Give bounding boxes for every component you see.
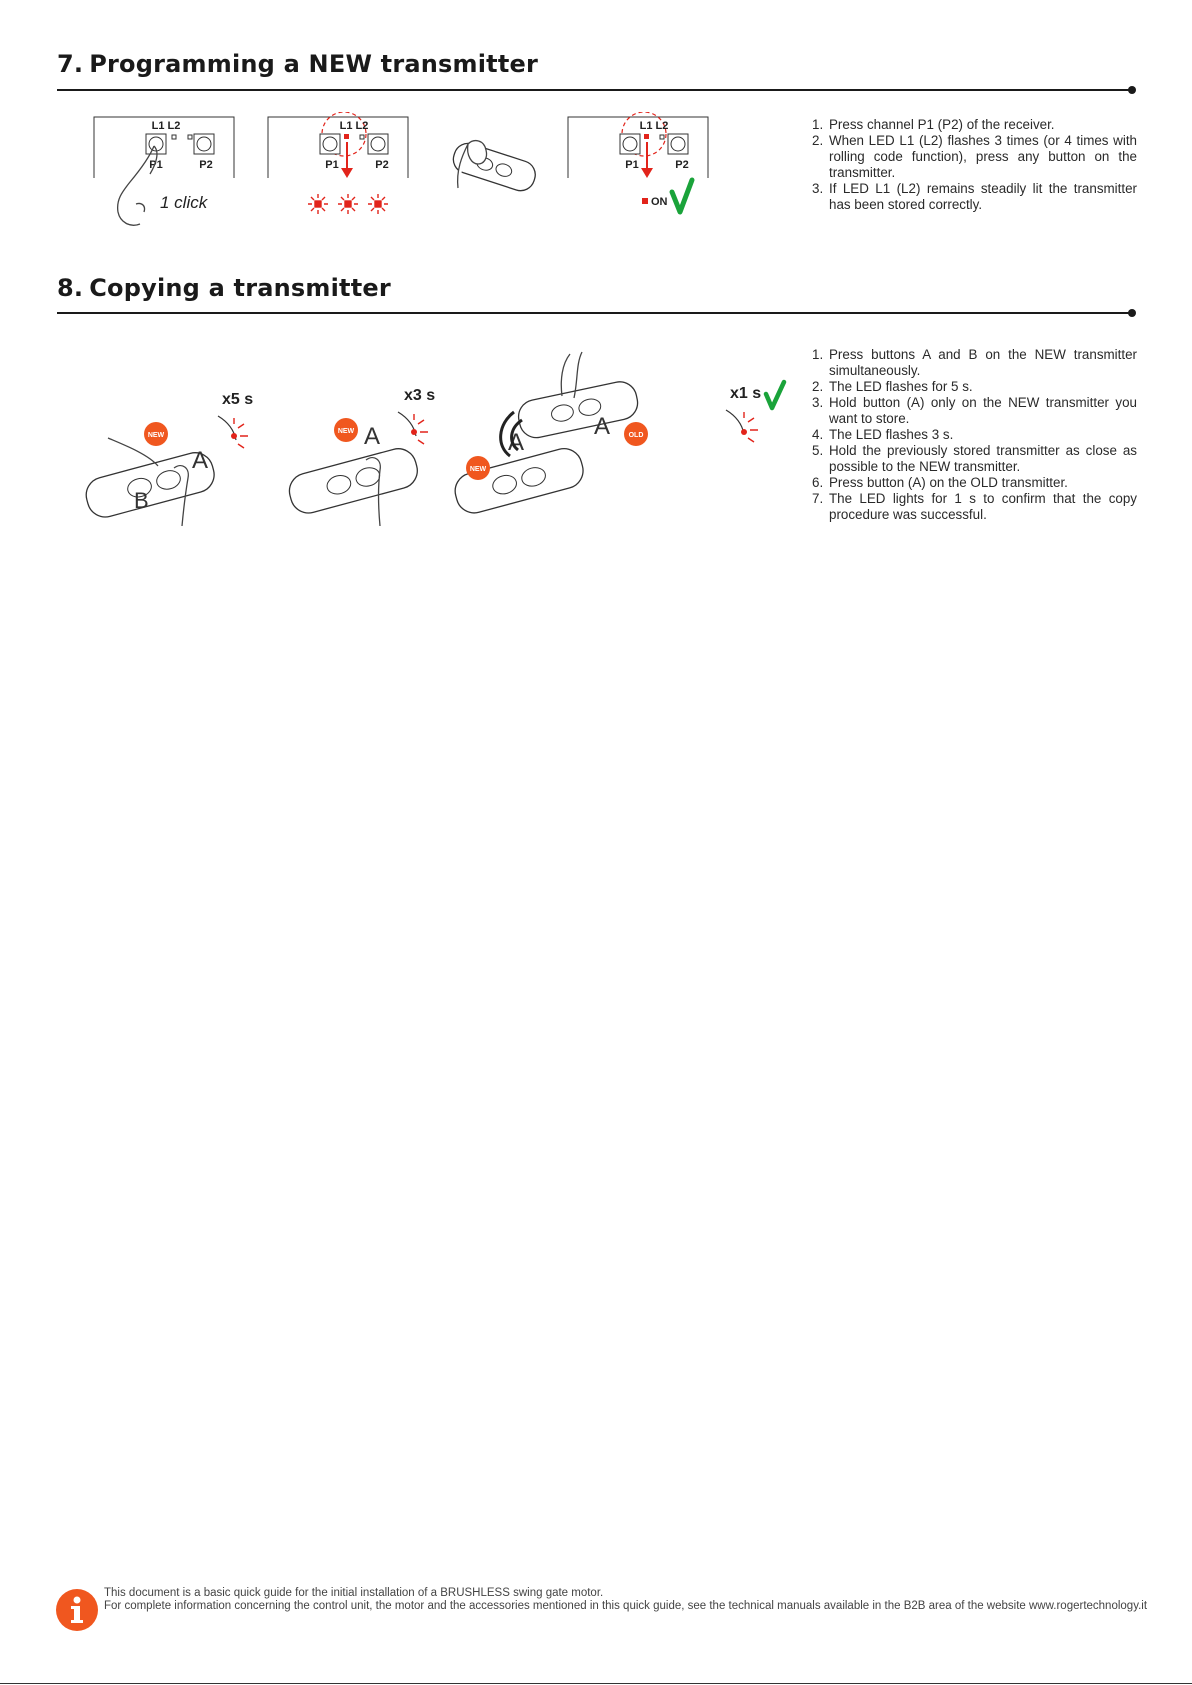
svg-text:NEW: NEW [337, 428, 355, 435]
step-item: 2. When LED L1 (L2) flashes 3 times (or 4 times with rolling code function), press any button on the transmitter. [812, 133, 1137, 180]
section-7-number: 7. [57, 50, 84, 78]
led-on-indicator [642, 198, 648, 204]
old-button-a-label: A [594, 413, 611, 440]
copy-step-press-ab-illustration [78, 378, 268, 528]
footer-line-1: This document is a basic quick guide for the initial installation of a BRUSHLESS swing gate motor. [104, 1587, 604, 1599]
led-label: L1 L2 [339, 120, 369, 132]
step-item: 1. Press channel P1 (P2) of the receiver. [812, 117, 1055, 132]
section-7-title [57, 50, 538, 78]
new-remote-body [285, 445, 421, 517]
rule-end-dot [1128, 309, 1136, 317]
section-7-title-text: Programming a NEW transmitter [89, 50, 539, 78]
button-p1-label: P1 [325, 159, 339, 171]
step-item: 3. If LED L1 (L2) remains steadily lit the transmitter has been stored correctly. [812, 181, 1137, 212]
button-p2 [668, 134, 688, 154]
receiver-flash-illustration [264, 112, 414, 230]
new-badge [144, 422, 168, 446]
led-on-label: ON [651, 196, 668, 208]
click-count-label: 1 click [160, 193, 208, 212]
section-8-number: 8. [57, 274, 84, 302]
led-l1-lit [344, 134, 349, 139]
step-item: 3. Hold button (A) only on the NEW transmitter you want to store. [812, 395, 1137, 426]
step-item: 2. The LED flashes for 5 s. [812, 379, 973, 394]
led-l1 [172, 135, 176, 139]
section-8-steps [812, 347, 1137, 523]
page-bottom-rule [0, 1683, 1192, 1684]
svg-text:OLD: OLD [628, 432, 644, 439]
checkmark-icon [672, 180, 692, 212]
footer-note [56, 1587, 1148, 1637]
led-burst-icon [741, 412, 758, 442]
receiver-on-illustration [564, 112, 714, 230]
step-item: 6. Press button (A) on the OLD transmitter. [812, 475, 1068, 490]
button-p1 [320, 134, 340, 154]
footer-line-2: For complete information concerning the control unit, the motor and the accessories mentioned in this quick guide, see the technical manuals available in the B2B area of the website www.rogertechnology.it [104, 1600, 1148, 1612]
duration-x3-label: x3 s [404, 387, 436, 404]
duration-x1-label: x1 s [730, 385, 762, 402]
button-p2 [368, 134, 388, 154]
section-8-rule [57, 312, 1131, 314]
button-p1-label: P1 [625, 159, 639, 171]
button-p1 [620, 134, 640, 154]
remote-body [450, 140, 539, 194]
button-p2-label: P2 [199, 159, 213, 171]
copy-step-old-near-new-illustration [452, 350, 662, 530]
transmitter-press-illustration [444, 130, 544, 205]
pointing-hand-icon [118, 146, 157, 225]
duration-x5-label: x5 s [222, 391, 254, 408]
flash-burst-icon [308, 194, 388, 214]
led-label: L1 L2 [639, 120, 669, 132]
info-icon [56, 1589, 98, 1631]
led-l2 [188, 135, 192, 139]
section-7-rule [57, 89, 1131, 91]
button-p2-label: P2 [375, 159, 389, 171]
step-item: 7. The LED lights for 1 s to confirm that the copy procedure was successful. [812, 491, 1137, 522]
old-badge [624, 422, 648, 446]
rule-end-dot [1128, 86, 1136, 94]
copy-step-confirm-illustration [722, 378, 792, 458]
checkmark-icon [766, 382, 784, 408]
button-b-label: B [134, 488, 149, 513]
svg-text:NEW: NEW [147, 432, 165, 439]
step-item: 4. The LED flashes 3 s. [812, 427, 954, 442]
button-p2-label: P2 [675, 159, 689, 171]
old-remote-body [515, 379, 640, 441]
receiver-press-illustration [90, 112, 240, 230]
svg-text:NEW: NEW [469, 466, 487, 473]
button-a-label: A [364, 423, 381, 450]
copy-step-hold-a-illustration [284, 378, 454, 528]
button-a-label: A [192, 447, 209, 474]
step-item: 5. Hold the previously stored transmitter as close as possible to the NEW transmitter. [812, 443, 1137, 474]
button-p2 [194, 134, 214, 154]
section-7-steps [812, 117, 1137, 213]
button-p1-label: P1 [149, 159, 163, 171]
section-8-title-text: Copying a transmitter [89, 274, 391, 302]
led-label: L1 L2 [151, 120, 181, 132]
section-8-title [57, 274, 391, 302]
footer-text [104, 1587, 1164, 1613]
new-badge [466, 456, 490, 480]
step-item: 1. Press buttons A and B on the NEW transmitter simultaneously. [812, 347, 1137, 378]
button-a-label: A [508, 429, 525, 456]
new-badge [334, 418, 358, 442]
